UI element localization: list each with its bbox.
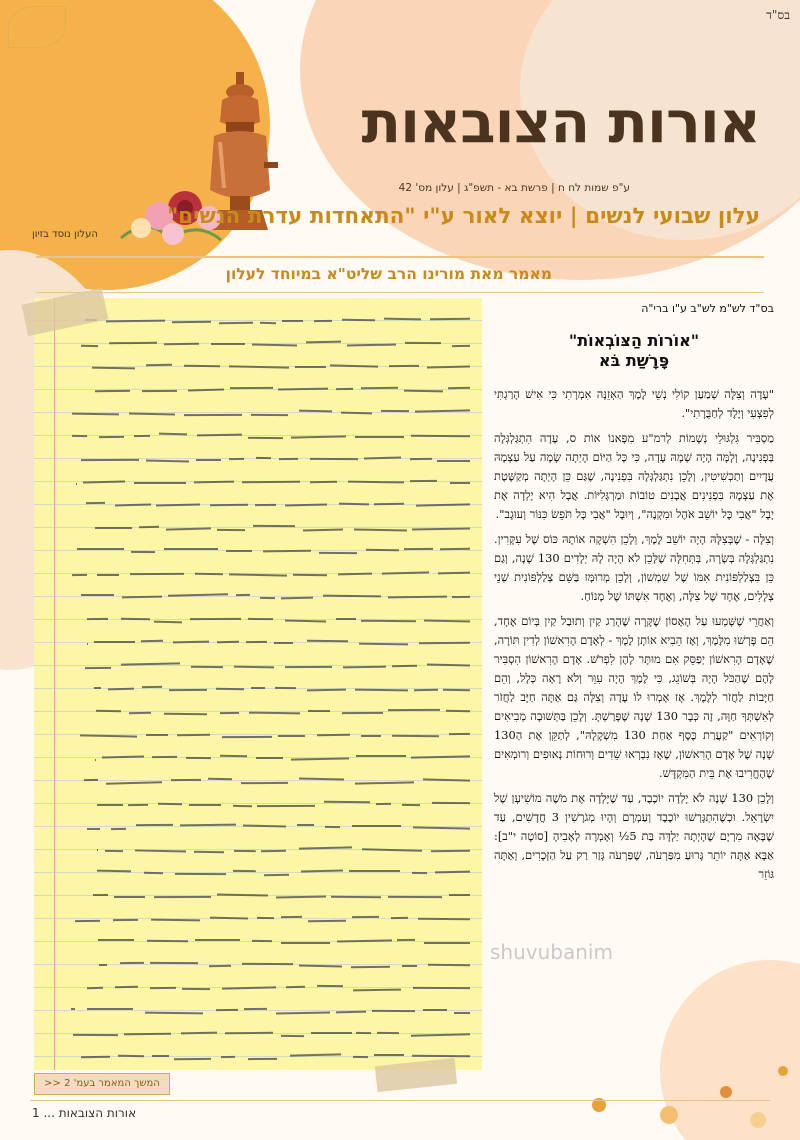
handwriting-stroke — [113, 918, 138, 920]
handwriting-stroke — [314, 320, 332, 322]
handwriting-stroke — [216, 687, 244, 689]
handwriting-stroke — [233, 804, 252, 806]
handwriting-stroke — [251, 687, 265, 689]
handwriting-stroke — [410, 458, 432, 460]
handwriting-stroke — [130, 572, 184, 574]
handwriting-stroke — [164, 343, 199, 345]
handwriting-stroke — [423, 1009, 447, 1011]
handwriting-stroke — [450, 482, 470, 484]
handwriting-stroke — [147, 940, 188, 942]
handwriting-stroke — [87, 828, 100, 830]
handwriting-stroke — [274, 642, 293, 644]
handwriting-stroke — [83, 480, 125, 482]
handwriting-stroke — [95, 527, 132, 529]
handwriting-stroke — [85, 667, 111, 669]
handwriting-stroke — [252, 940, 272, 942]
handwriting-stroke — [443, 688, 470, 690]
handwriting-stroke — [105, 850, 123, 852]
handwriting-stroke — [111, 827, 126, 829]
handwriting-stroke — [325, 826, 340, 828]
handwriting-stroke — [233, 870, 256, 872]
handwriting-stroke — [81, 1055, 110, 1057]
handwriting-stroke — [251, 413, 288, 415]
handwriting-stroke — [281, 1035, 304, 1037]
handwriting-stroke — [351, 965, 390, 967]
handwriting-stroke — [87, 1008, 133, 1010]
handwriting-stroke — [427, 663, 470, 665]
section-title-name: "אוֹרוֹת הַצּוֹבְאוֹת" — [568, 331, 700, 350]
handwriting-stroke — [134, 482, 186, 484]
handwriting-stroke — [184, 413, 242, 415]
handwriting-stroke — [99, 436, 124, 438]
handwriting-stroke — [236, 594, 250, 596]
handwriting-stroke — [405, 342, 441, 344]
page-footer: אורות הצובאות ... 1 — [32, 1106, 137, 1120]
handwriting-stroke — [388, 365, 418, 367]
bsd-line: בס"ד לש"מ לש"ב ע"ו ברי"ה — [641, 302, 774, 315]
background-shape — [660, 960, 800, 1140]
handwriting-stroke — [260, 597, 275, 599]
decorative-dot — [778, 1066, 788, 1076]
handwriting-stroke — [241, 781, 288, 783]
handwriting-stroke — [72, 412, 119, 414]
handwriting-stroke — [353, 1056, 368, 1058]
handwriting-stroke — [255, 504, 276, 506]
paragraph: וְאַחֲרֵי שֶׁשָּׁמְעוּ עַל הָאָסוֹן שֶׁקָּרָה שֶׁהָרַג קַיִן וְתוּבַל קַיִן בְּיוֹם אֶחָד, הֵם פָּרְשׁוּ מִלֶּמֶךְ, וְאָז הֵבִיא אוֹתָן לֶמֶךְ - לְאָדָם הָרִאשׁוֹן לְדִין תּוֹרָה, שֶׁאָדָם הָרִאשׁוֹן יְפַסֵּק אִם מוּתָּר לָהֶן לִפְרֹשׁ. אָדָם הָרִאשׁוֹן הִסְבִּיר לָהֶם שֶׁהַכֹּל הָיָה בְּשׁוֹגֵג, כִּי לֶמֶךְ הָיָה עִוֵּר וְלֹא רָאָה כְּלָל, וְהֵם חַיָּבוֹת לַחֲזֹר לְלֶמֶךְ. אָז אָמְרוּ לוֹ עָדָה וְצִלָּה גַּם אַתָּה חַיָּב לַחֲזֹר לְאִשְׁתְּךָ חַוָּה, זֶה כְּבָר 130 שָׁנָה שֶׁפָּרַשְׁתָּ. וְלָכֵן בַּתְּשׁוּבָה מְבִיאִים וְקוֹרְאִים "קַעֲרַת כֶּסֶף אַחַת 130 מִשְׁקָלָהּ", לְתַקֵּן אֶת הַ130 שָׁנָה שֶׁל אָדָם הָרִאשׁוֹן, שֶׁאָז נִבְרְאוּ שֵׁדִים וְרוּחוֹת נְאוּפִים וְרוּמְאִים שֶׁהֶחֱרִיבוּ אֶת בֵּית הַמִּקְדָּשׁ. — [494, 614, 775, 780]
handwriting-stroke — [275, 686, 296, 688]
divider — [36, 292, 764, 293]
page-header-bsd: בס"ד — [766, 8, 790, 22]
handwriting-stroke — [257, 917, 274, 919]
text-column — [494, 300, 774, 890]
handwriting-stroke — [219, 322, 253, 324]
handwriting-stroke — [297, 824, 314, 826]
handwriting-stroke — [84, 779, 98, 781]
handwriting-stroke — [93, 894, 108, 896]
handwriting-stroke — [308, 920, 346, 922]
handwriting-stroke — [172, 320, 211, 322]
handwriting-stroke — [281, 942, 330, 944]
handwriting-stroke — [124, 1032, 171, 1034]
handwriting-stroke — [217, 529, 245, 531]
handwriting-stroke — [355, 436, 404, 438]
paragraph: וְלָכֵן 130 שָׁנָה לֹא יָלְדָה יוֹכֶבֶד, עַד שֶׁיָּלְדָה אֶת מֹשֶׁה מוֹשִׁיעָן שֶׁל יִשְׂרָאֵל. וּכְשֶׁהִתְגָּרְשׁוּ יוֹכֶבֶד וְעַמְרָם וְהָיוּ מְגֹרָשִׁין 3 חֳדָשִׁים, עַד שֶׁבָּאָה מִרְיָם שֶׁהָיְתָה יַלְדָּה בַּת 5½ וְאָמְרָה לְאָבִיהָ [סוֹטָה י"ב]: אַבָּא אַתָּה יוֹתֵר גָּרוּעַ מִפַּרְעֹה, שֶׁפַּרְעֹה גָּזַר רַק עַל הַזְּכָרִים, וְאַתָּה גּוֹזֵר — [494, 791, 775, 881]
handwriting-stroke — [95, 759, 96, 761]
handwriting-stroke — [278, 387, 328, 389]
handwriting-stroke — [248, 618, 273, 620]
handwriting-stroke — [454, 1012, 470, 1014]
handwriting-stroke — [134, 434, 150, 436]
paper-margin-line — [54, 298, 55, 1070]
handwriting-stroke — [257, 804, 315, 806]
handwriting-stroke — [216, 1009, 238, 1011]
handwriting-stroke — [154, 620, 182, 622]
handwriting-stroke — [248, 437, 283, 439]
article-headline: מאמר מאת מורינו הרב שליט"א במיוחד לעלון — [225, 265, 552, 283]
handwriting-stroke — [311, 1032, 352, 1034]
handwriting-stroke — [194, 850, 224, 852]
handwriting-stroke — [92, 366, 135, 368]
handwriting-stroke — [109, 341, 157, 343]
handwriting-stroke — [146, 459, 189, 462]
handwriting-stroke — [356, 755, 406, 757]
handwriting-stroke — [80, 345, 97, 347]
handwriting-stroke — [87, 986, 103, 988]
handwriting-stroke — [279, 457, 298, 459]
handwriting-stroke — [195, 572, 223, 574]
handwriting-stroke — [424, 942, 470, 944]
handwriting-stroke — [72, 573, 87, 575]
issue-info-line: ע"פ שמות לח ח | פרשת בא - תשפ"ג | עלון מס' 42 — [398, 182, 630, 194]
handwriting-stroke — [72, 434, 87, 436]
handwriting-stroke — [342, 711, 383, 713]
handwriting-stroke — [87, 618, 108, 620]
handwriting-stroke — [437, 460, 470, 462]
handwriting-stroke — [260, 322, 276, 324]
handwriting-stroke — [310, 458, 358, 460]
decorative-dot — [660, 1106, 678, 1124]
handwriting-stroke — [352, 825, 401, 827]
handwriting-stroke — [401, 965, 416, 967]
handwriting-stroke — [278, 735, 305, 737]
handwriting-stroke — [319, 551, 357, 553]
handwriting-stroke — [142, 390, 177, 392]
footer-divider — [30, 1100, 770, 1101]
handwriting-stroke — [293, 574, 327, 576]
handwriting-stroke — [343, 665, 386, 667]
continue-to-page-link[interactable]: המשך המאמר בעמ' 2 << — [34, 1073, 170, 1095]
handwriting-stroke — [128, 804, 148, 806]
handwriting-stroke — [402, 803, 420, 805]
handwriting-stroke — [388, 896, 442, 898]
handwriting-stroke — [164, 713, 207, 715]
handwriting-stroke — [248, 1058, 277, 1060]
handwriting-stroke — [264, 874, 289, 876]
paragraph: "עָדָה וְצִלָּה שְׁמַעַן קוֹלִי נְשֵׁי לֶמֶךְ הַאְזֵנָּה אִמְרָתִי כִּי אִישׁ הָרַגְתִּי לְפִצְעִי וְיֶלֶד לְחַבֻּרָתִי". — [494, 387, 774, 420]
handwriting-stroke — [446, 709, 470, 711]
paragraph: וְצִלָּה - שֶׁבְּצִלָּהּ הָיָה יוֹשֵׁב לֶמֶךְ, וְלָכֵן הִשְׁקָה אוֹתָהּ כּוֹס שֶׁל עִקָּרִין. נִתְגַּלְגְּלָה בְּשָׂרָה, בְּתְּחִלָּה שֶׁלָּכֵן לֹא הָיָה לָהּ יְלָדִים 130 שָׁנָה, וְגַם כֵּן בִּצְלַלְפּוֹנִית אִמּוֹ שֶׁל שִׁמְשׁוֹן, וְלָכֵן מְרוּמָּז בַּשֵּׁם צְלַלְפּוֹנִית שְׁנֵי צְלָלִים, אֶחָד שֶׁל צִלָּה, וְאֶחָד אִשְׁתּוֹ שֶׁל מָנוֹחַ. — [494, 532, 774, 603]
handwriting-stroke — [256, 456, 271, 458]
handwriting-stroke — [452, 345, 470, 347]
handwriting-stroke — [381, 410, 409, 412]
handwriting-stroke — [197, 433, 242, 435]
decorative-dot — [750, 1112, 766, 1128]
section-title-parsha: פָּרָשַׁת בֹּא — [598, 351, 670, 370]
handwriting-stroke — [432, 802, 470, 804]
handwriting-stroke — [377, 1032, 399, 1034]
handwriting-stroke — [171, 779, 201, 781]
handwriting-stroke — [158, 802, 182, 804]
handwriting-stroke — [217, 640, 239, 642]
handwriting-stroke — [211, 343, 245, 345]
handwriting-stroke — [449, 894, 470, 896]
handwriting-stroke — [331, 895, 381, 897]
handwriting-stroke — [182, 988, 210, 990]
handwriting-stroke — [219, 712, 238, 714]
handwriting-stroke — [222, 736, 272, 738]
handwriting-stroke — [97, 574, 119, 576]
handwriting-stroke — [221, 1056, 235, 1058]
decorative-dot — [720, 1086, 732, 1098]
handwriting-stroke — [195, 939, 240, 941]
section-title — [494, 331, 774, 371]
leaf-ornament-icon — [8, 6, 66, 48]
handwriting-stroke — [144, 872, 163, 874]
founder-note: העלון נוסד בזיון — [32, 229, 98, 240]
divider — [36, 256, 764, 258]
handwriting-stroke — [95, 389, 130, 391]
handwriting-stroke — [308, 710, 330, 712]
handwriting-stroke — [152, 756, 177, 758]
masthead-title: אורות הצובאות — [361, 88, 760, 156]
handwriting-stroke — [189, 804, 221, 806]
handwriting-stroke — [174, 1057, 211, 1059]
handwriting-stroke — [449, 732, 470, 734]
watermark: shuvubanim — [490, 940, 613, 964]
handwriting-stroke — [356, 1032, 371, 1034]
handwriting-stroke — [361, 619, 416, 621]
handwriting-stroke — [146, 734, 168, 736]
handwriting-stroke — [73, 1034, 118, 1036]
handwriting-stroke — [75, 920, 100, 922]
handwriting-stroke — [184, 364, 220, 366]
handwriting-stroke — [196, 459, 221, 461]
masthead-subtitle: עלון שבועי לנשים | יוצא לאור ע"י "התאחדות עדרת הנשים" — [166, 204, 760, 229]
paragraph: מַסְבִּיר גִּלְגּוּלֵי נְשָׁמוֹת לְרמ"ע מִפָּאנוֹ אוֹת ס, עָדָה הִתְגַּלְגְּלָה בְּפְנִינָה, וְלָמָּה הָיָה שְׁמָהּ עָדָה, כִּי כָּל הַיּוֹם הָיְתָה שָׂמָה עַל עַצְמָהּ עֲדָיִים וְתַכְשִׁיטִין, וְלָכֵן נִתְגַּלְגְּלָה בִּפְנִינָה, שֶׁגַּם כֵּן הָיְתָה מְקַשֶּׁטֶת אֶת עַצְמָהּ בִּפְנִינִים אֲבָנִים טוֹבוֹת וּמַרְגָּלִיּוֹת. אֲבָל הִיא יָלְדָה אֶת יָבָל "אֲבִי כָּל יוֹשֵׁב אֹהֶל וּמִקְנֶה", וְיוּבָל "אֲבִי כָּל תֹּפֵשׂ כִּנּוֹר וְעוּגָב". — [494, 431, 774, 521]
